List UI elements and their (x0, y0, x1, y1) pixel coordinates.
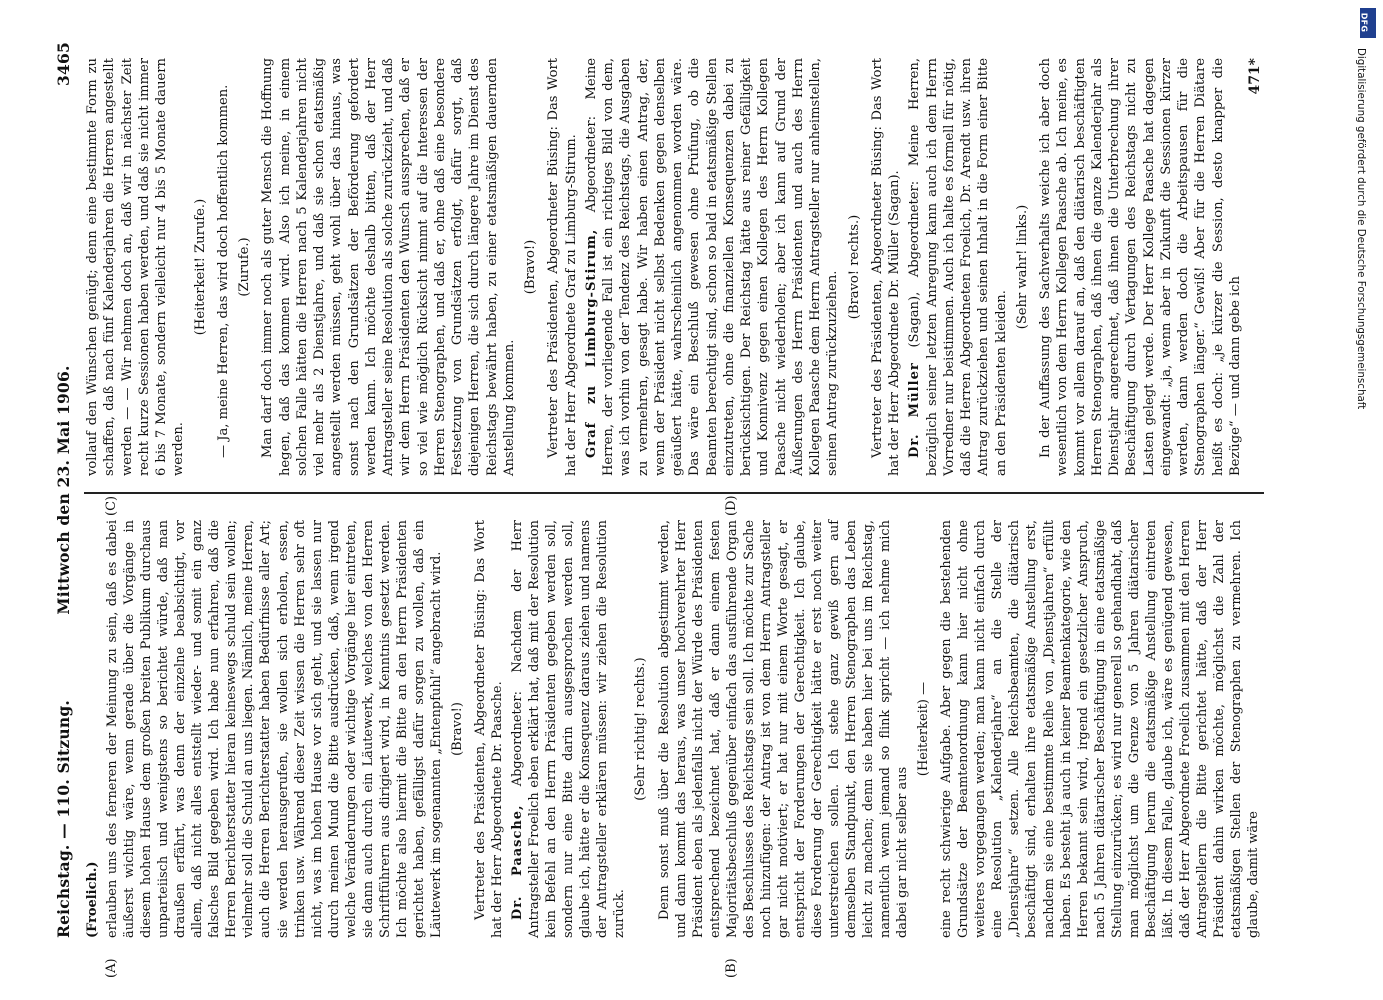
paragraph (509, 520, 628, 938)
dfg-logo (1360, 8, 1376, 38)
margin-marker-c: (C) (104, 495, 119, 516)
paragraph: Vertreter des Präsidenten, Abgeordneter Büsing: Das Wort hat der Herr Abgeordnete Graf zu Limburg-Stirum. (546, 58, 579, 476)
paragraph: erlauben uns des ferneren der Meinung zu sein, daß es dabei äußerst wichtig wäre, wenn gerade über die Vorgänge in diesem hohen Hause dem großen breiten Publikum durchaus unparteiisch und wenigstens so berichtet würde, daß man draußen erfährt, was denn der einzelne beabsichtigt, vor allem, daß nicht alles entstellt wieder- und somit ein ganz falsches Bild gegeben wird. Ich habe nun erfahren, daß die Herren Berichterstatter hieran keineswegs schuld sein wollen; vielmehr soll die Schuld an uns liegen. Nämlich, meine Herren, auch die Herren Berichterstatter haben Bedürfnisse aller Art; sie werden herausgerufen, sie wollen sich erholen, essen, trinken usw. Während dieser Zeit wissen die Herren sehr oft nicht, was im hohen Hause vor sich geht, und sie lassen nur durch meinen Mund die Bitte ausdrücken, daß, wenn irgend welche Veränderungen oder wichtige Vorgänge hier eintreten, sie dann auch durch ein Läutewerk, welches von den Herren Schriftführern aus dirigiert wird, in Kenntnis gesetzt werden. Ich möchte also hiermit die Bitte an den Herrn Präsidenten gerichtet haben, gefälligst dafür sorgen zu wollen, daß ein Läutewerk im sogenannten „Entenpfuhl“ angebracht wird. (105, 520, 444, 938)
column-divider (84, 492, 1264, 494)
paragraph: Vertreter des Präsidenten, Abgeordneter Büsing: Das Wort hat der Herr Abgeordnete Dr. Müller (Sagan). (869, 58, 902, 476)
interjection: (Sehr richtig! rechts.) (633, 657, 649, 801)
page-header (54, 42, 78, 938)
paragraph: Vertreter des Präsidenten, Abgeordneter Büsing: Das Wort hat der Herr Abgeordnete Dr. Paasche. (473, 520, 506, 938)
header-session: Reichstag. — 110. Sitzung. (54, 700, 73, 938)
paragraph: eine recht schwierige Aufgabe. Aber gegen die bestehenden Grundsätze der Beamtenordnung kann hier nicht ohne weiteres vorgegangen werden; man kann nicht einfach durch eine Resolution „Kalenderjahre“ an die Stelle der „Dienstjahre“ setzen. Alle Reichsbeamten, die diätarisch beschäftigt sind, erhalten ihre etatsmäßige Anstellung erst, nachdem sie eine bestimmte Reihe von „Dienstjahren“ erfüllt haben. Es besteht ja auch in keiner Beamtenkategorie, wie den Herren bekannt sein wird, irgend ein gesetzlicher Anspruch, nach 5 Jahren diätarischer Beschäftigung in eine etatsmäßige Stellung einzurücken; es wird nur generell so gehandhabt, daß man möglichst um die Grenze von 5 Jahren diätarischer Beschäftigung herum die etatsmäßige Anstellung eintreten läßt. In diesem Falle, glaube ich, wäre es genügend gewesen, daß der Herr Abgeordnete Froelich zusammen mit den Herren Antragstellern die Bitte gerichtet hätte, daß der Herr Präsident dahin wirken möchte, möglichst die Zahl der etatsmäßigen Stellen der Stenographen zu vermehren. Ich glaube, damit wäre (939, 520, 1262, 938)
interjection (915, 520, 932, 938)
paragraph (906, 58, 1010, 476)
header-date: Mittwoch den 23. Mai 1906. (54, 365, 73, 615)
interjection: (Sehr wahr! links.) (1014, 204, 1030, 330)
speaker-name: Graf zu Limburg-Stirum, (583, 228, 599, 458)
interjection-text: (Heiterkeit) (916, 699, 932, 777)
margin-marker-b: (B) (724, 958, 739, 978)
margin-marker-a: (A) (104, 958, 119, 978)
dash: — (916, 681, 932, 695)
interjection: (Heiterkeit! Zurufe.) (192, 198, 208, 336)
interjection: (Bravo!) (449, 702, 465, 756)
dfg-logo-text: DFG (1359, 12, 1369, 33)
interjection: (Bravo! rechts.) (846, 214, 862, 320)
right-column (84, 58, 1264, 476)
margin-marker-d: (D) (724, 495, 739, 516)
paragraph: — Ja, meine Herren, das wird doch hoffentlich kommen. (215, 84, 231, 458)
page-number: 3465 (54, 42, 73, 86)
sheet-number (1247, 58, 1264, 476)
paragraph (583, 58, 842, 476)
interjection: (Zurufe.) (237, 237, 252, 297)
speech-text: Abgeordneter: Nachdem der Herr Antragsteller Froelich eben erklärt hat, daß mit der Resolution kein Befehl an den Herrn Präsidenten gegeben werden soll, sondern nur eine Bitte darin ausgesprochen werden soll, glaube ich, hätte er die Konsequenz daraus ziehen und namens der Antragsteller erklären müssen: wir ziehen die Resolution zurück. (510, 520, 628, 938)
sheet-number-text: 471* (1247, 58, 1263, 95)
speaker-name: Dr. Paasche, (510, 804, 526, 920)
running-speaker: (Froelich.) (85, 861, 100, 938)
left-column (84, 520, 1265, 938)
digitization-credit (1352, 0, 1382, 1000)
paragraph: Denn sonst muß über die Resolution abgestimmt werden, und dann kommt das heraus, was unser hochverehrter Herr Präsident eben als jedenfalls nicht der Würde des Präsidenten entsprechend bezeichnet hat, daß er dann einem festen Majoritätsbeschluß gegenüber einfach das ausführende Organ des Beschlusses des Reichstags sein soll. Ich möchte zur Sache noch hinzufügen: der Antrag ist von dem Herrn Antragsteller gar nicht motiviert; er hat nur mit einem Worte gesagt, er entspricht der Forderungen der Gerechtigkeit. Ich glaube, diese Forderung der Gerechtigkeit hätte er erst noch weiter unterstreichen sollen. Ich stehe ganz gewiß gern auf demselben Standpunkt, den Herren Stenographen das Leben leicht zu machen; denn sie haben hier bei uns im Reichstag, namentlich wenn jemand so flink spricht — ich nehme mich dabei gar nicht selber aus (656, 520, 911, 938)
interjection: (Bravo!) (523, 239, 538, 295)
speech-text: Abgeordneter: Meine Herren, der vorliegende Fall ist ein richtiges Bild von dem, was ich vorhin von der Tendenz des Reichstags, die Ausgaben zu vermehren, gesagt habe. Wir haben einen Antrag, der, wenn der Präsident nicht selbst Bedenken gegen denselben geäußert hätte, wahrscheinlich angenommen worden wäre. Das wäre ein Beschluß gewesen ohne Prüfung, ob die Beamten berechtigt sind, schon so bald in etatsmäßige Stellen einzutreten, ohne die finanziellen Konsequenzen dabei zu berücksichtigen. Der Reichstag hätte aus reiner Gefälligkeit und Konnivenz gegen einen Kollegen des Herrn Kollegen Paasche nicht wiederholen; aber ich kann auf Grund der Äußerungen des Herrn Präsidenten und auch des Herrn Kollegen Paasche dem Herrn Antragsteller nur anheimstellen, seinen Antrag zurückzuziehen. (583, 58, 841, 476)
speaker-name: Dr. Müller (907, 362, 923, 458)
paragraph: vollauf den Wünschen genügt; denn eine bestimmte Form zu schaffen, daß nach fünf Kalenderjahren die Herren angestellt werden — — Wir nehmen doch an, daß wir in nächster Zeit recht kurze Sessionen haben werden, und daß sie nicht immer 6 bis 7 Monate, sondern vielleicht nur 4 bis 5 Monate dauern werden. (85, 58, 187, 476)
paragraph: Man darf doch immer noch als guter Mensch die Hoffnung hegen, daß das kommen wird. Also ich meine, in einem solchen Falle hätten die Herren nach 5 Kalenderjahren nicht viel mehr als 2 Dienstjahre, und daß sie schon etatsmäßig angestellt werden müssen, geht wohl über das hinaus, was sonst nach den Grundsätzen der Beförderung gefordert werden kann. Ich möchte deshalb bitten, daß der Herr Antragsteller seine Resolution als solche zurückzieht, und daß wir dem Herrn Präsidenten den Wunsch aussprechen, daß er so viel wie möglich Rücksicht nimmt auf die Interessen der Herren Stenographen, und daß er, ohne daß eine besondere Festsetzung von Grundsätzen erfolgt, dafür sorgt, daß diejenigen Herren, die sich durch längere Jahre im Dienst des Reichstags bewährt haben, zu einer etatsmäßigen dauernden Anstellung kommen. (260, 58, 517, 476)
speech-text: (Sagan), Abgeordneter: Meine Herren, bezüglich seiner letzten Anregung kann auch ich dem Herrn Vorredner nur beistimmen. Auch ich halte es formell für nötig, daß die Herren Abgeordneten Froelich, Dr. Arendt usw. ihren Antrag zurückziehen und seinen Inhalt in die Form einer Bitte an den Präsidenten kleiden. (907, 58, 1009, 476)
paragraph: In der Auffassung des Sachverhalts weiche ich aber doch wesentlich von dem Herrn Kollegen Paasche ab. Ich meine, es kommt vor allem darauf an, daß den diätarisch beschäftigten Herren Stenographen, daß ihnen die ganze Kalenderjahr als Dienstjahr angerechnet, daß ihnen die Unterbrechung ihrer Beschäftigung durch Vertagungen des Reichstags nicht zu Lasten gelegt werde. Der Herr Kollege Paasche hat dagegen eingewandt: „ja, wenn aber in Zukunft die Sessionen kürzer werden, dann werden doch die Arbeitspausen für die Stenographen länger.“ Gewiß! Aber für die Herren Diätare heißt es doch: „je kürzer die Session, desto knapper die Bezüge“ — und dann gebe ich (1038, 58, 1243, 476)
credit-text: Digitalisierung gefördert durch die Deutsche Forschungsgemeinschaft (1355, 48, 1367, 410)
